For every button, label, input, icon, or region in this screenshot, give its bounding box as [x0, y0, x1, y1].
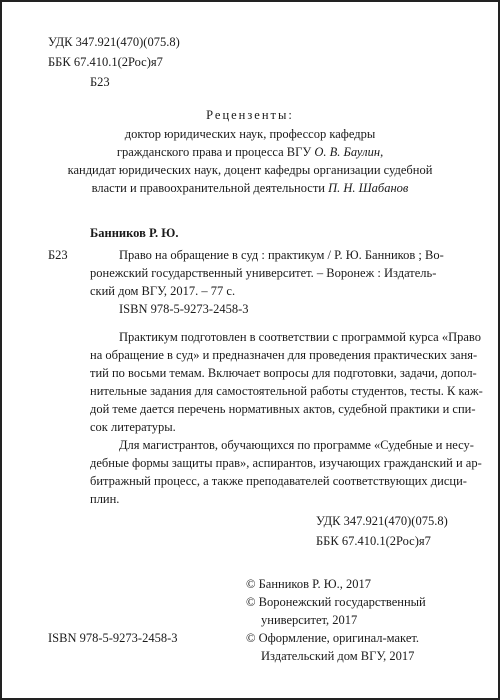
copyright-design: © Оформление, оригинал-макет.: [246, 631, 420, 645]
abstract-p1-line: на обращение в суд» и предназначен для проведения практических заня-: [90, 348, 478, 362]
bib-author: Банников Р. Ю.: [90, 226, 179, 240]
abstract-p1-line: дой теме дается перечень нормативных актов, судебной практики и спи-: [90, 402, 476, 416]
reviewer-line-2-punct: ,: [380, 145, 384, 159]
abstract-p2-line: Для магистрантов, обучающихся по программе «Судебные и несу-: [119, 438, 474, 452]
bib-isbn: ISBN 978-5-9273-2458-3: [119, 302, 249, 316]
reviewers-heading: Рецензенты:: [206, 108, 294, 122]
copyright-publisher: Издательский дом ВГУ, 2017: [261, 649, 415, 663]
reviewer-line-2-text: гражданского права и процесса ВГУ: [116, 145, 315, 159]
abstract-p1-line: тий по восьми темам. Включает вопросы для подготовки, задачи, допол-: [90, 366, 477, 380]
abstract-p1-line: сок литературы.: [90, 420, 176, 434]
reviewer-line-2: [2, 143, 498, 161]
top-author-code: Б23: [90, 75, 110, 89]
reviewer-line-3: кандидат юридических наук, доцент кафедры организации судебной: [67, 163, 433, 177]
reviewer-name-shabanov: П. Н. Шабанов: [328, 181, 409, 195]
abstract-paragraph-2: [90, 436, 482, 508]
bottom-bbk-code: ББК 67.410.1(2Рос)я7: [316, 534, 431, 548]
abstract-p2-line: битражный процесс, а также преподавателей соответствующих дисци-: [90, 474, 467, 488]
bib-code: Б23: [48, 248, 68, 262]
copyright-author: © Банников Р. Ю., 2017: [246, 577, 371, 591]
reviewer-line-4: [2, 179, 498, 197]
bib-line-3: ский дом ВГУ, 2017. – 77 с.: [90, 284, 236, 298]
copyright-isbn: ISBN 978-5-9273-2458-3: [48, 631, 178, 645]
copyright-university-year: университет, 2017: [261, 613, 358, 627]
bib-line-2: ронежский государственный университет. – Воронеж : Издатель-: [90, 266, 437, 280]
bib-line-1: Право на обращение в суд : практикум / Р. Ю. Банников ; Во-: [119, 248, 444, 262]
copyright-university: © Воронежский государственный: [246, 595, 426, 609]
top-udk-code: УДК 347.921(470)(075.8): [48, 35, 180, 49]
reviewer-line-4-text: власти и правоохранительной деятельности: [91, 181, 329, 195]
reviewer-line-1: доктор юридических наук, профессор кафедры: [124, 127, 376, 141]
abstract-p1-line: Практикум подготовлен в соответствии с программой курса «Право: [119, 330, 481, 344]
reviewer-name-baulin: О. В. Баулин: [314, 145, 381, 159]
abstract-p2-line: плин.: [90, 492, 120, 506]
abstract-p1-line: нительные задания для самостоятельной работы студентов, тесты. К каж-: [90, 384, 483, 398]
abstract-paragraph-1: [90, 328, 483, 436]
top-bbk-code: ББК 67.410.1(2Рос)я7: [48, 55, 163, 69]
abstract-p2-line: дебные формы защиты прав», аспирантов, изучающих гражданский и ар-: [90, 456, 482, 470]
bottom-udk-code: УДК 347.921(470)(075.8): [316, 514, 448, 528]
